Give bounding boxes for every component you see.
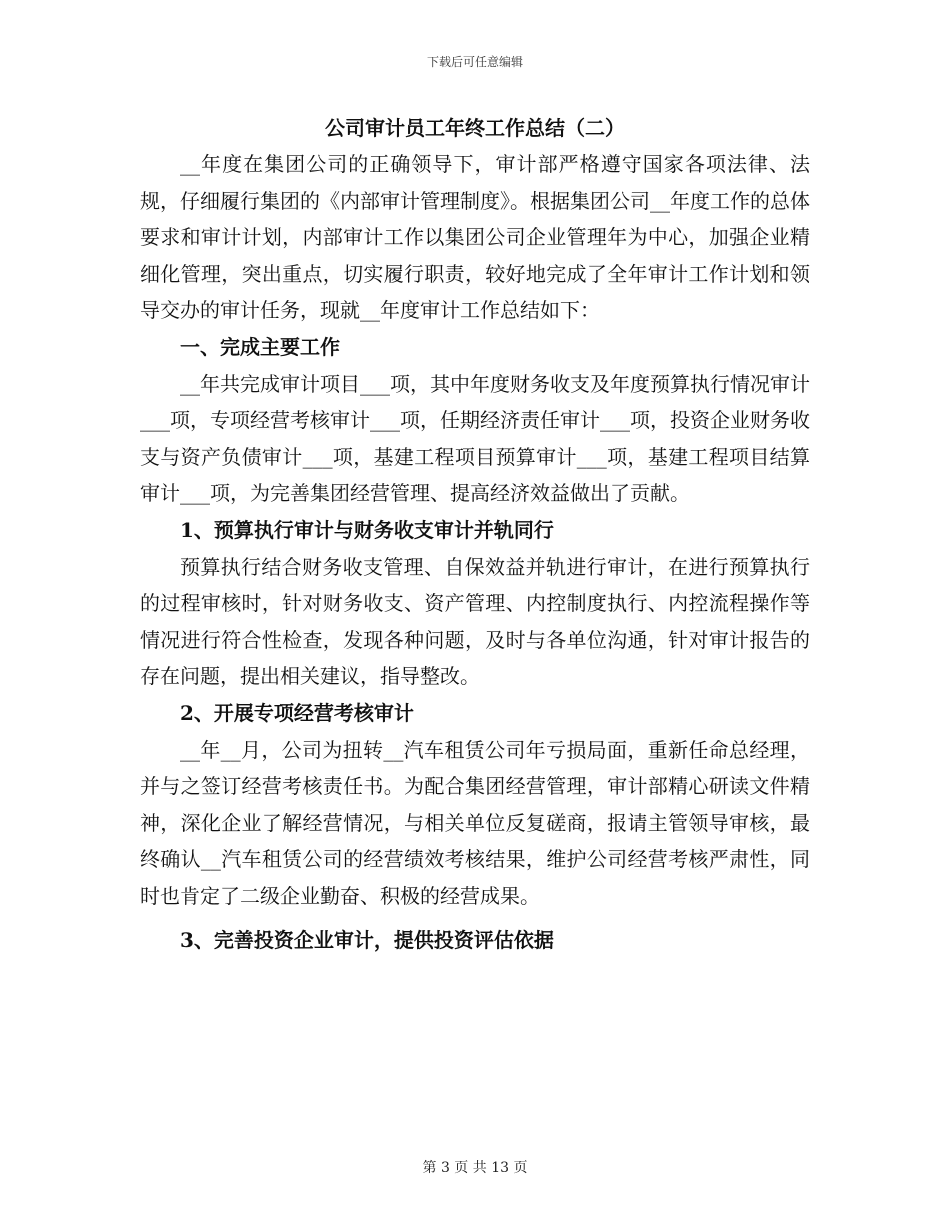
- section-main-work-paragraph: __年共完成审计项目___项，其中年度财务收支及年度预算执行情况审计___项，专项经营考核审计___项，任期经济责任审计___项，投资企业财务收支与资产负债审计___项，基建工程项目预算审计___项，基建工程项目结算审计___项，为完善集团经营管理、提高经济效益做出了贡献。: [140, 371, 810, 506]
- page-footer: 第 3 页 共 13 页: [422, 1160, 528, 1176]
- intro-paragraph: __年度在集团公司的正确领导下，审计部严格遵守国家各项法律、法规，仔细履行集团的《内部审计管理制度》。根据集团公司__年度工作的总体要求和审计计划，内部审计工作以集团公司企业管理年为中心，加强企业精细化管理，突出重点，切实履行职责，较好地完成了全年审计工作计划和领导交办的审计任务，现就__年度审计工作总结如下：: [140, 152, 810, 323]
- section-heading-main-work: 一、完成主要工作: [180, 334, 340, 359]
- subsection-budget-audit-paragraph: 预算执行结合财务收支管理、自保效益并轨进行审计，在进行预算执行的过程审核时，针对财务收支、资产管理、内控制度执行、内控流程操作等情况进行符合性检查，发现各种问题，及时与各单位沟通，针对审计报告的存在问题，提出相关建议，指导整改。: [140, 554, 810, 689]
- document-body: [140, 110, 810, 959]
- subsection-heading-budget-audit: 1、预算执行审计与财务收支审计并轨同行: [180, 517, 554, 542]
- header-note: 下载后可任意编辑: [426, 55, 523, 69]
- document-title: 公司审计员工年终工作总结（二）: [325, 116, 625, 140]
- subsection-heading-special-audit: 2、开展专项经营考核审计: [180, 700, 414, 725]
- subsection-heading-investment-audit: 3、完善投资企业审计，提供投资评估依据: [180, 928, 554, 953]
- subsection-special-audit-paragraph: __年__月，公司为扭转__汽车租赁公司年亏损局面，重新任命总经理，并与之签订经营考核责任书。为配合集团经营管理，审计部精心研读文件精神，深化企业了解经营情况，与相关单位反复磋商，报请主管领导审核，最终确认__汽车租赁公司的经营绩效考核结果，维护公司经营考核严肃性，同时也肯定了二级企业勤奋、积极的经营成果。: [140, 737, 810, 908]
